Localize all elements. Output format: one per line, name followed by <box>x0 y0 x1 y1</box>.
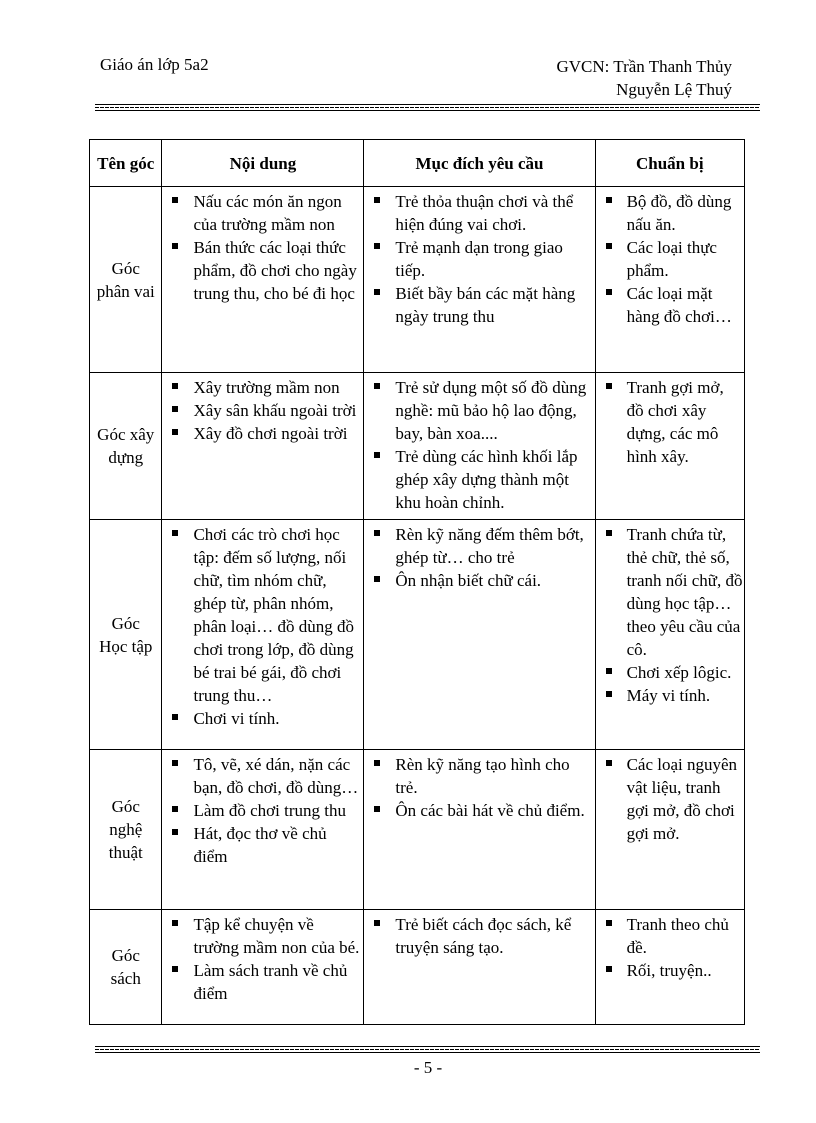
list-item: Xây đồ chơi ngoài trời <box>163 422 362 445</box>
list-item: Tô, vẽ, xé dán, nặn các bạn, đồ chơi, đồ dùng… <box>163 753 362 799</box>
list-item: Rèn kỹ năng tạo hình cho trẻ. <box>365 753 593 799</box>
list-item: Biết bầy bán các mặt hàng ngày trung thu <box>365 282 593 328</box>
table-row <box>90 520 745 750</box>
header-muc-dich: Mục đích yêu cầu <box>364 140 595 187</box>
cell-purpose <box>364 750 595 910</box>
table-row <box>90 910 745 1025</box>
list-item: Trẻ mạnh dạn trong giao tiếp. <box>365 236 593 282</box>
cell-purpose <box>364 187 595 373</box>
prep-list <box>597 376 743 468</box>
corner-name: Góc phân vai <box>90 187 162 373</box>
purpose-list <box>365 753 593 822</box>
table-body <box>90 187 745 1025</box>
page-number: - 5 - <box>413 1058 443 1077</box>
list-item: Ôn nhận biết chữ cái. <box>365 569 593 592</box>
list-item: Bán thức các loại thức phẩm, đồ chơi cho ngày trung thu, cho bé đi học <box>163 236 362 305</box>
cell-content <box>162 750 364 910</box>
cell-prep <box>595 910 744 1025</box>
teacher-line-1: GVCN: Trần Thanh Thủy <box>556 57 732 76</box>
cell-prep <box>595 373 744 520</box>
list-item: Các loại nguyên vật liệu, tranh gợi mở, đồ chơi gợi mở. <box>597 753 743 845</box>
list-item: Trẻ thỏa thuận chơi và thể hiện đúng vai chơi. <box>365 190 593 236</box>
teacher-line-2: Nguyễn Lệ Thuý <box>616 80 732 99</box>
prep-list <box>597 523 743 707</box>
list-item: Trẻ sử dụng một số đồ dùng nghề: mũ bảo hộ lao động, bay, bàn xoa.... <box>365 376 593 445</box>
list-item: Trẻ biết cách đọc sách, kể truyện sáng tạo. <box>365 913 593 959</box>
list-item: Chơi vi tính. <box>163 707 362 730</box>
prep-list <box>597 913 743 982</box>
cell-purpose <box>364 373 595 520</box>
content-list <box>163 913 362 1005</box>
header-rule <box>95 104 760 111</box>
header-chuan-bi: Chuẩn bị <box>595 140 744 187</box>
corner-name: Góc Học tập <box>90 520 162 750</box>
list-item: Hát, đọc thơ về chủ điểm <box>163 822 362 868</box>
cell-content <box>162 187 364 373</box>
list-item: Máy vi tính. <box>597 684 743 707</box>
header-ten-goc: Tên góc <box>90 140 162 187</box>
list-item: Nấu các món ăn ngon của trường mầm non <box>163 190 362 236</box>
list-item: Làm đồ chơi trung thu <box>163 799 362 822</box>
prep-list <box>597 753 743 845</box>
list-item: Xây sân khấu ngoài trời <box>163 399 362 422</box>
list-item: Các loại thực phẩm. <box>597 236 743 282</box>
purpose-list <box>365 523 593 592</box>
purpose-list <box>365 913 593 959</box>
cell-content <box>162 910 364 1025</box>
list-item: Chơi xếp lôgic. <box>597 661 743 684</box>
list-item: Bộ đồ, đồ dùng nấu ăn. <box>597 190 743 236</box>
list-item: Rối, truyện.. <box>597 959 743 982</box>
list-item: Tranh theo chủ đề. <box>597 913 743 959</box>
list-item: Xây trường mầm non <box>163 376 362 399</box>
corner-name: Góc sách <box>90 910 162 1025</box>
corner-name: Góc xây dựng <box>90 373 162 520</box>
list-item: Các loại mặt hàng đồ chơi… <box>597 282 743 328</box>
cell-prep <box>595 187 744 373</box>
purpose-list <box>365 190 593 328</box>
list-item: Ôn các bài hát về chủ điểm. <box>365 799 593 822</box>
cell-content <box>162 520 364 750</box>
purpose-list <box>365 376 593 514</box>
header-noi-dung: Nội dung <box>162 140 364 187</box>
cell-purpose <box>364 910 595 1025</box>
content-list <box>163 753 362 868</box>
list-item: Tranh chứa từ, thẻ chữ, thẻ số, tranh nối chữ, đồ dùng học tập…theo yêu cầu của cô. <box>597 523 743 661</box>
table-row <box>90 373 745 520</box>
list-item: Rèn kỹ năng đếm thêm bớt, ghép từ… cho trẻ <box>365 523 593 569</box>
prep-list <box>597 190 743 328</box>
content-list <box>163 190 362 305</box>
footer-rule <box>95 1046 760 1053</box>
header-left: Giáo án lớp 5a2 <box>100 55 209 74</box>
table-row <box>90 187 745 373</box>
content-list <box>163 523 362 730</box>
table-row <box>90 750 745 910</box>
list-item: Làm sách tranh về chủ điểm <box>163 959 362 1005</box>
list-item: Tập kể chuyện về trường mầm non của bé. <box>163 913 362 959</box>
content-list <box>163 376 362 445</box>
cell-prep <box>595 750 744 910</box>
list-item: Tranh gợi mở, đồ chơi xây dựng, các mô hình xây. <box>597 376 743 468</box>
header-right <box>556 55 732 101</box>
list-item: Chơi các trò chơi học tập: đếm số lượng, nối chữ, tìm nhóm chữ, ghép từ, phân nhóm, phân loại… đồ dùng đồ chơi trong lớp, đồ dùng bé trai bé gái, đồ chơi trung thu… <box>163 523 362 707</box>
cell-content <box>162 373 364 520</box>
activity-table <box>89 139 745 1025</box>
cell-purpose <box>364 520 595 750</box>
cell-prep <box>595 520 744 750</box>
list-item: Trẻ dùng các hình khối lắp ghép xây dựng thành một khu hoàn chỉnh. <box>365 445 593 514</box>
table-header-row <box>90 140 745 187</box>
corner-name: Góc nghệ thuật <box>90 750 162 910</box>
